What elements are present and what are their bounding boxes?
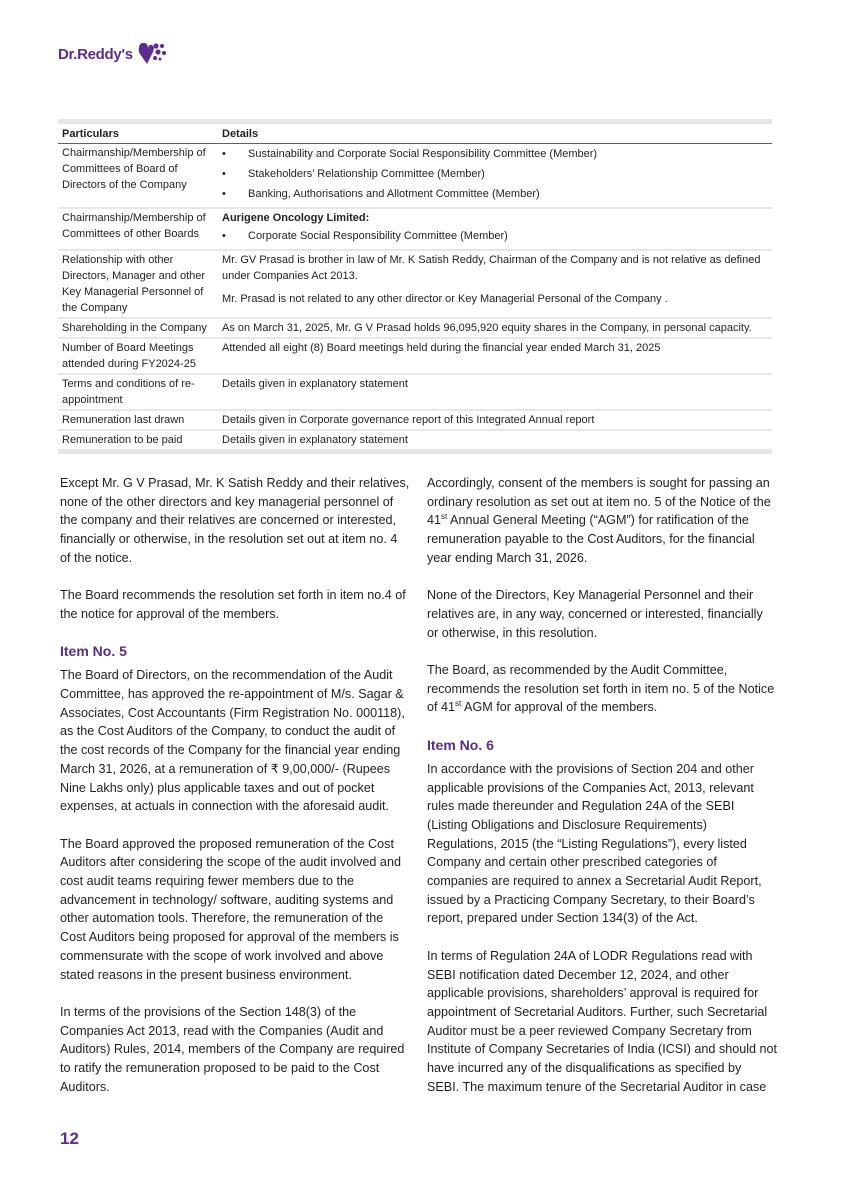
particular-cell: Number of Board Meetings attended during FY2024-25 bbox=[58, 338, 218, 374]
paragraph: In accordance with the provisions of Section 204 and other applicable provisions of the Companies Act, 2013, relevant rules made thereunder and Regulation 24A of the SEBI (Listing Obligations and Disclosure Requirements) Regulations, 2015 (the “Listing Regulations”), every listed Company and certain other prescribed categories of companies are required to annex a Secretarial Audit Report, issued by a Practicing Company Secretary, to their Board’s report, prepared under Section 134(3) of the Act. bbox=[427, 761, 762, 926]
details-cell bbox=[218, 250, 772, 318]
particular-cell: Shareholding in the Company bbox=[58, 318, 218, 338]
company-logo bbox=[58, 42, 772, 66]
paragraph: None of the Directors, Key Managerial Personnel and their relatives are, in any way, concerned or interested, financially or otherwise, in this resolution. bbox=[427, 588, 763, 640]
paragraph: The Board approved the proposed remuneration of the Cost Auditors after considering the scope of the audit involved and cost audit teams requiring fewer members due to the advancement in technology/ software, auditing systems and other automation tools. Therefore, the remuneration of the Cost Auditors being proposed for approval of the members is commensurate with the scope of work involved and above stated reasons in the present business environment. bbox=[60, 836, 401, 982]
text-run: Accordingly, consent of the members is sought for passing an ordinary resolution as set out at item no. 5 of the Notice of the 41 bbox=[427, 476, 771, 528]
table-row bbox=[58, 430, 772, 452]
superscript: st bbox=[441, 512, 448, 522]
company-name: Aurigene Oncology Limited: bbox=[222, 212, 370, 224]
particular-cell: Chairmanship/Membership of Committees of Board of Directors of the Company bbox=[58, 144, 218, 209]
right-column bbox=[427, 474, 777, 1115]
table-row bbox=[58, 374, 772, 410]
table-row bbox=[58, 338, 772, 374]
paragraph: Except Mr. G V Prasad, Mr. K Satish Reddy and their relatives, none of the other directors and key managerial personnel of the company and their relatives are concerned or interested, financially or otherwise, in the resolution set out at item no. 4 of the notice. bbox=[60, 476, 410, 565]
details-text: Mr. GV Prasad is brother in law of Mr. K Satish Reddy, Chairman of the Company and is not relative as defined under Companies Act 2013. bbox=[222, 254, 761, 282]
paragraph: The Board of Directors, on the recommendation of the Audit Committee, has approved the re-appointment of M/s. Sagar & Associates, Cost Accountants (Firm Registration No. 000118), as the Cost Auditors of the Company, to conduct the audit of the cost records of the Company for the financial year ending March 31, 2026, at a remuneration of ₹ 9,00,000/- (Rupees Nine Lakhs only) plus applicable taxes and out of pocket expenses, at actuals in connection with the aforesaid audit. bbox=[60, 668, 405, 814]
logo-mark-icon bbox=[137, 42, 167, 66]
list-item: Sustainability and Corporate Social Responsibility Committee (Member) bbox=[248, 148, 598, 160]
particular-cell: Chairmanship/Membership of Committees of other Boards bbox=[58, 208, 218, 250]
superscript: st bbox=[455, 699, 462, 709]
details-cell: • Sustainability and Corporate Social Responsibility Committee (Member) • Stakeholders’ Relationship Committee (Member) • Banking, Authorisations and Allotment Committee (Member) bbox=[218, 144, 772, 209]
text-run: AGM for approval of the members. bbox=[461, 700, 658, 715]
paragraph: The Board recommends the resolution set forth in item no.4 of the notice for approval of the members. bbox=[60, 588, 406, 621]
paragraph bbox=[427, 661, 777, 717]
particular-cell: Terms and conditions of re-appointment bbox=[58, 374, 218, 410]
director-details-table bbox=[58, 119, 772, 454]
table-header-row bbox=[58, 122, 772, 144]
table-row bbox=[58, 318, 772, 338]
table-row bbox=[58, 410, 772, 430]
text-run: Annual General Meeting (“AGM”) for ratification of the remuneration payable to the Cost Auditors, for the financial year ending March 31, 2026. bbox=[427, 513, 755, 565]
particular-cell: Remuneration to be paid bbox=[62, 434, 183, 446]
details-text: Mr. Prasad is not related to any other director or Key Managerial Personal of the Company . bbox=[222, 293, 668, 305]
details-cell: Attended all eight (8) Board meetings held during the financial year ended March 31, 2025 bbox=[218, 338, 772, 374]
text-run: The Board, as recommended by the Audit Committee, recommends the resolution set forth in item no. 5 of the Notice of 41 bbox=[427, 663, 775, 715]
table-row bbox=[58, 208, 772, 250]
particular-cell: Remuneration last drawn bbox=[58, 410, 218, 430]
particular-cell: Relationship with other Directors, Manager and other Key Managerial Personnel of the Company bbox=[58, 250, 218, 318]
paragraph bbox=[427, 474, 777, 568]
left-column bbox=[60, 474, 410, 1115]
body-columns bbox=[58, 474, 778, 1115]
section-heading-item-6: Item No. 6 bbox=[427, 736, 494, 753]
paragraph: In terms of Regulation 24A of LODR Regulations read with SEBI notification dated December 12, 2024, and other applicable provisions, shareholders’ approval is required for appointment of Secretarial Auditors. Further, such Secretarial Auditor must be a peer reviewed Company Secretary from Institute of Company Secretaries of India (ICSI) and should not have incurred any of the disqualifications as specified by SEBI. The maximum tenure of the Secretarial Auditor in case bbox=[427, 948, 778, 1094]
column-header: Particulars bbox=[58, 122, 218, 144]
column-header: Details bbox=[218, 122, 772, 144]
list-item: Stakeholders’ Relationship Committee (Member) bbox=[248, 168, 485, 180]
section-heading-item-5: Item No. 5 bbox=[60, 643, 127, 660]
paragraph: In terms of the provisions of the Section 148(3) of the Companies Act 2013, read with the Companies (Audit and Auditors) Rules, 2014, members of the Company are required to ratify the remuneration proposed to be paid to the Cost Auditors. bbox=[60, 1004, 405, 1094]
table-row bbox=[58, 144, 772, 209]
list-item: Corporate Social Responsibility Committee (Member) bbox=[248, 230, 508, 242]
page-number: 12 bbox=[60, 1129, 79, 1149]
details-cell: Details given in Corporate governance report of this Integrated Annual report bbox=[218, 410, 772, 430]
list-item: Banking, Authorisations and Allotment Committee (Member) bbox=[248, 188, 540, 200]
logo-text: Dr.Reddy's bbox=[58, 45, 133, 63]
details-cell: Details given in explanatory statement bbox=[222, 434, 408, 446]
details-cell: As on March 31, 2025, Mr. G V Prasad holds 96,095,920 equity shares in the Company, in personal capacity. bbox=[218, 318, 772, 338]
details-cell: Details given in explanatory statement bbox=[218, 374, 772, 410]
table-row bbox=[58, 250, 772, 318]
details-cell: Aurigene Oncology Limited: • Corporate Social Responsibility Committee (Member) bbox=[218, 208, 772, 250]
